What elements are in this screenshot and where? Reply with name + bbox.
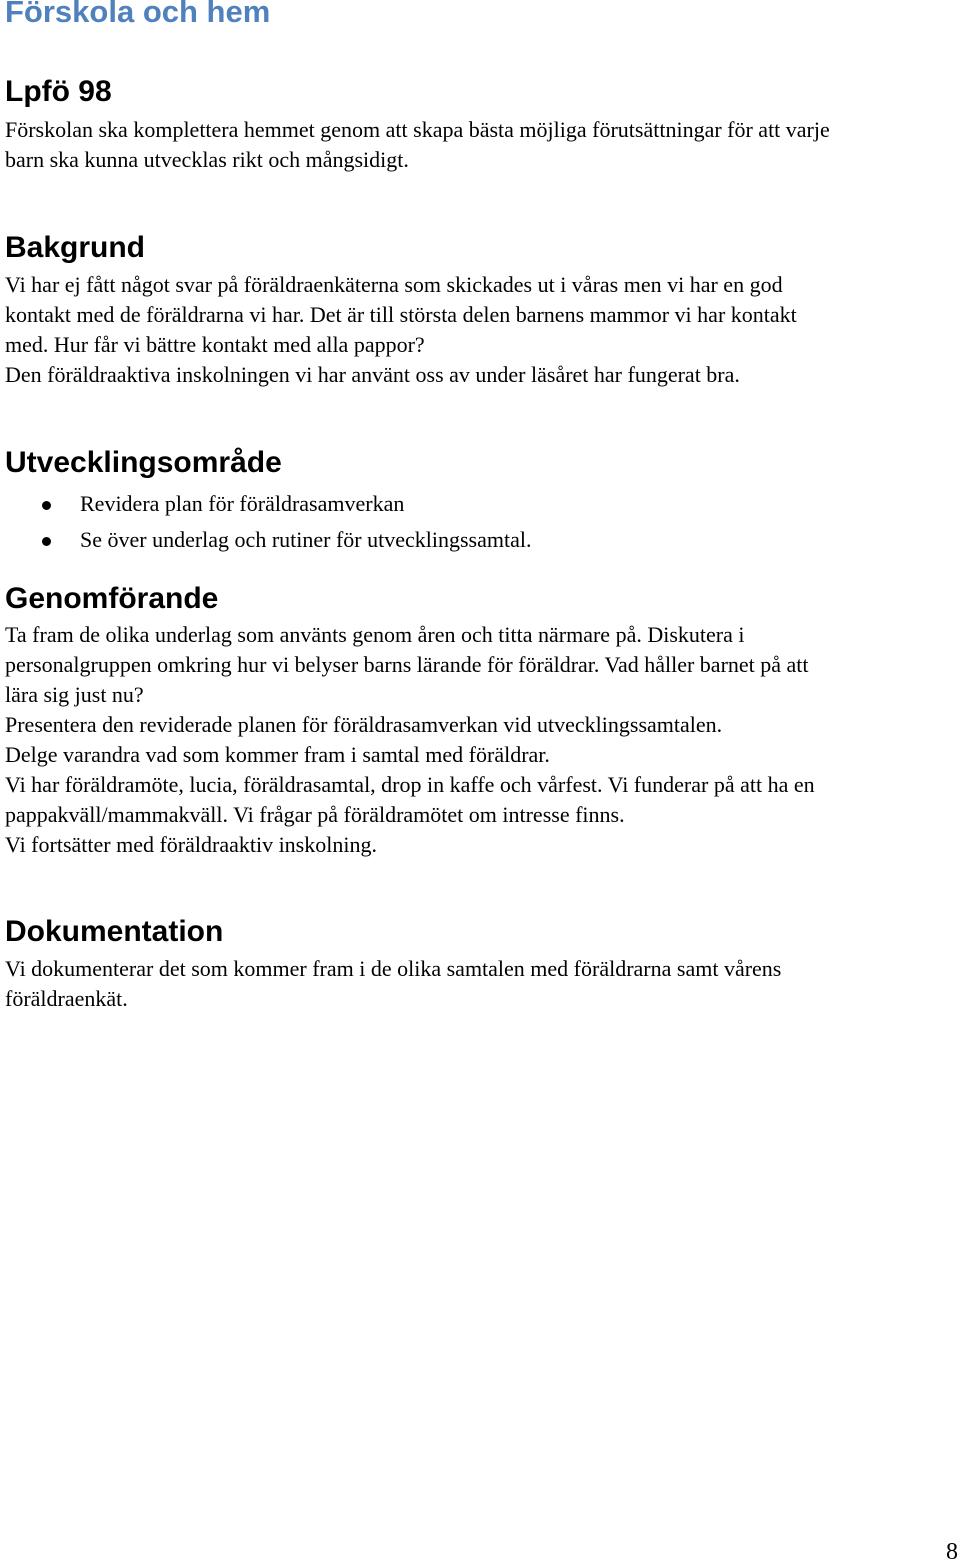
genomforande-line: Ta fram de olika underlag som använts genom åren och titta närmare på. Diskutera i bbox=[5, 622, 745, 647]
bullet-text: Se över underlag och rutiner för utvecklingssamtal. bbox=[80, 527, 532, 552]
bakgrund-line: Den föräldraaktiva inskolningen vi har använt oss av under läsåret har fungerat bra. bbox=[5, 362, 740, 387]
heading-bakgrund: Bakgrund bbox=[5, 231, 146, 264]
genomforande-line: personalgruppen omkring hur vi belyser barns lärande för föräldrar. Vad håller barnet på att bbox=[5, 652, 809, 677]
bakgrund-line: kontakt med de föräldrarna vi har. Det är till största delen barnens mammor vi har kontakt bbox=[5, 302, 797, 327]
lpfo-line: barn ska kunna utvecklas rikt och mångsidigt. bbox=[5, 147, 409, 172]
bullet-text: Revidera plan för föräldrasamverkan bbox=[80, 491, 405, 516]
dokumentation-line: Vi dokumenterar det som kommer fram i de olika samtalen med föräldrarna samt vårens bbox=[5, 956, 782, 981]
bakgrund-line: med. Hur får vi bättre kontakt med alla pappor? bbox=[5, 332, 425, 357]
document-title: Förskola och hem bbox=[5, 0, 271, 29]
genomforande-line: lära sig just nu? bbox=[5, 682, 144, 707]
heading-utvecklingsomrade: Utvecklingsområde bbox=[5, 446, 282, 479]
genomforande-line: pappakväll/mammakväll. Vi frågar på föräldramötet om intresse finns. bbox=[5, 802, 625, 827]
bullet-icon bbox=[42, 537, 51, 546]
genomforande-line: Vi fortsätter med föräldraaktiv inskolning. bbox=[5, 832, 377, 857]
dokumentation-line: föräldraenkät. bbox=[5, 986, 128, 1011]
heading-genomforande: Genomförande bbox=[5, 582, 219, 615]
lpfo-line: Förskolan ska komplettera hemmet genom att skapa bästa möjliga förutsättningar för att varje bbox=[5, 117, 830, 142]
page-number: 8 bbox=[946, 1539, 958, 1565]
bullet-icon bbox=[42, 501, 51, 510]
genomforande-line: Presentera den reviderade planen för föräldrasamverkan vid utvecklingssamtalen. bbox=[5, 712, 723, 737]
genomforande-line: Delge varandra vad som kommer fram i samtal med föräldrar. bbox=[5, 742, 550, 767]
bakgrund-line: Vi har ej fått något svar på föräldraenkäterna som skickades ut i våras men vi har en god bbox=[5, 272, 783, 297]
genomforande-line: Vi har föräldramöte, lucia, föräldrasamtal, drop in kaffe och vårfest. Vi funderar på att ha en bbox=[5, 772, 815, 797]
heading-lpfo: Lpfö 98 bbox=[5, 75, 112, 108]
heading-dokumentation: Dokumentation bbox=[5, 915, 224, 948]
